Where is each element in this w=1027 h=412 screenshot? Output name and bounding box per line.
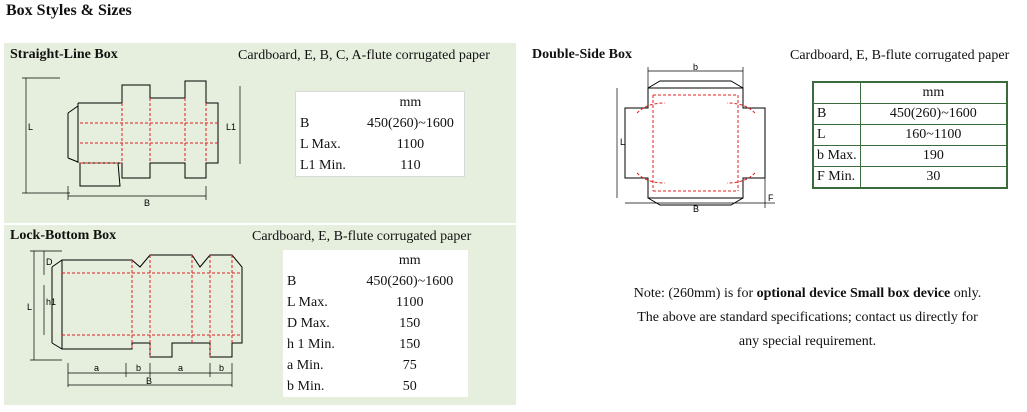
lock-bottom-dim-a2: a: [178, 363, 184, 373]
table-row: [283, 250, 468, 271]
double-side-spec-table: [812, 81, 1008, 189]
table-header: mm: [860, 82, 1007, 104]
table-row: L1 Min. 110: [296, 155, 465, 177]
table-row: F Min. 30: [813, 167, 1007, 189]
note-line-1: Note: (260mm) is for optional device Small box device only.: [633, 286, 982, 301]
double-side-material: Cardboard, E, B-flute corrugated paper: [790, 48, 1010, 63]
table-header: mm: [352, 250, 468, 271]
straight-line-spec-table: [295, 91, 465, 177]
double-side-title: Double-Side Box: [532, 47, 632, 62]
straight-line-dim-l: L: [28, 122, 34, 132]
table-row: D Max. 150: [283, 313, 468, 334]
lock-bottom-dim-l: L: [27, 302, 33, 312]
table-row: a Min. 75: [283, 355, 468, 376]
double-side-dim-f: F: [768, 193, 774, 203]
table-row: L 160~1100: [813, 125, 1007, 146]
lock-bottom-material: Cardboard, E, B-flute corrugated paper: [252, 229, 472, 244]
table-header: mm: [357, 92, 465, 114]
straight-line-dim-l1: L1: [226, 122, 237, 132]
straight-line-title: Straight-Line Box: [10, 47, 118, 62]
double-side-dim-l: L: [620, 137, 626, 147]
lock-bottom-spec-table: [283, 250, 468, 397]
table-row: L Max. 1100: [283, 292, 468, 313]
table-row: B 450(260)~1600: [283, 271, 468, 292]
lock-bottom-dim-b2: b: [219, 363, 225, 373]
table-row: [813, 82, 1007, 104]
lock-bottom-dim-B: B: [146, 376, 153, 386]
page-title: Box Styles & Sizes: [6, 2, 132, 19]
lock-bottom-title: Lock-Bottom Box: [10, 228, 117, 243]
lock-bottom-dim-h1: h1: [46, 297, 57, 307]
table-row: h 1 Min. 150: [283, 334, 468, 355]
table-row: b Max. 190: [813, 146, 1007, 167]
table-row: B 450(260)~1600: [296, 113, 465, 134]
lock-bottom-dim-d: D: [46, 257, 53, 267]
straight-line-dim-b: B: [144, 198, 151, 208]
note-line-2: The above are standard specifications; contact us directly for: [637, 310, 978, 325]
straight-line-diagram: [10, 68, 240, 208]
table-row: [296, 92, 465, 114]
lock-bottom-dim-b1: b: [136, 363, 142, 373]
double-side-dim-B: B: [693, 204, 700, 214]
lock-bottom-diagram: [22, 245, 252, 395]
note-block: [560, 282, 1027, 354]
lock-bottom-dim-a1: a: [94, 363, 100, 373]
double-side-dim-b: b: [693, 62, 699, 72]
straight-line-material: Cardboard, E, B, C, A-flute corrugated paper: [238, 48, 490, 63]
table-row: b Min. 50: [283, 376, 468, 397]
table-row: L Max. 1100: [296, 134, 465, 155]
double-side-diagram: [615, 63, 780, 213]
table-row: B 450(260)~1600: [813, 104, 1007, 125]
note-line-3: any special requirement.: [738, 334, 877, 349]
